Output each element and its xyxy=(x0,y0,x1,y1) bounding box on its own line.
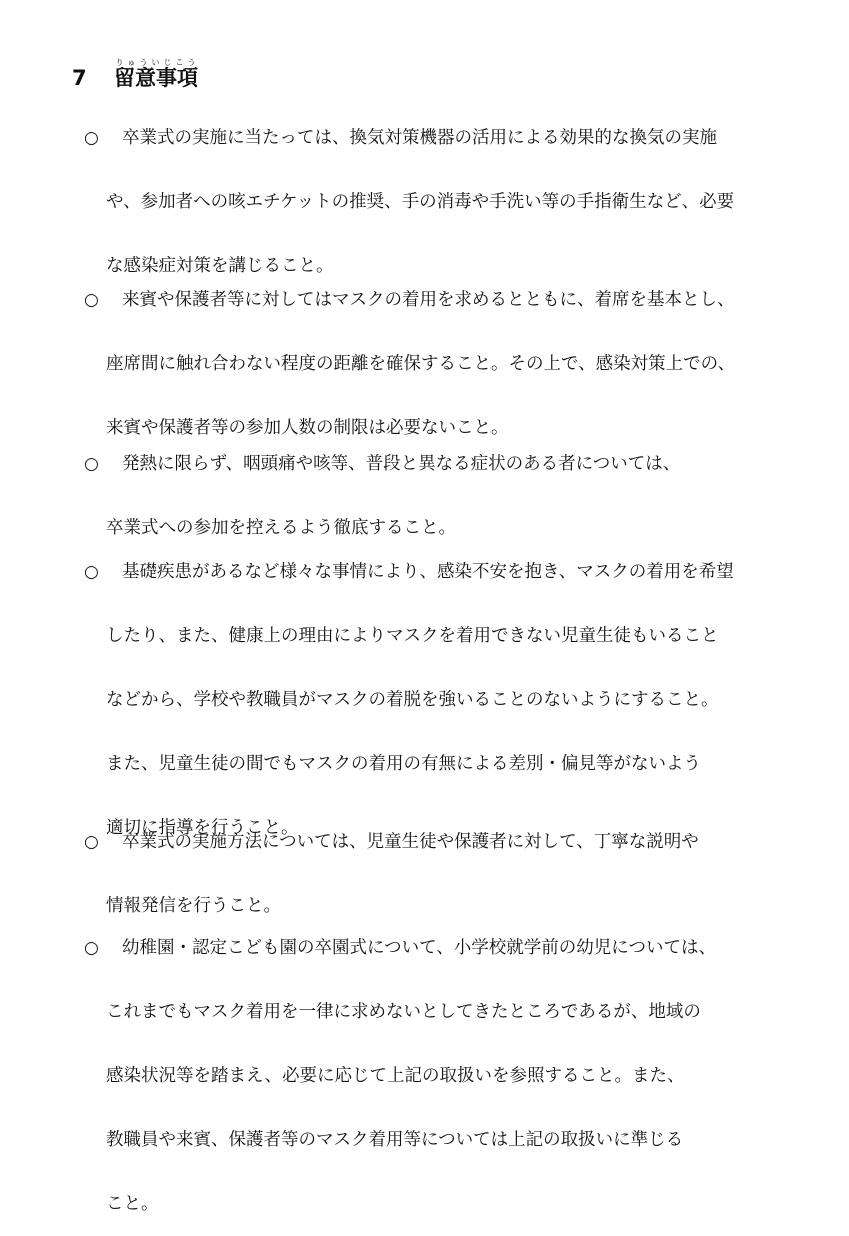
paragraph-line: 発熱に限らず、咽頭痛や咳等、普段と異なる症状のある者については、 xyxy=(122,454,681,474)
section-heading xyxy=(72,58,198,90)
paragraph-line: 適切に指導を行うこと。 xyxy=(106,818,299,838)
paragraph-line: 幼稚園・認定こども園の卒園式について、小学校就学前の幼児については、 xyxy=(122,938,716,958)
paragraph-line: これまでもマスク着用を一律に求めないとしてきたところであるが、地域の xyxy=(106,1002,701,1022)
paragraph-line: 情報発信を行うこと。 xyxy=(106,896,281,916)
paragraph-line: 感染状況等を踏まえ、必要に応じて上記の取扱いを参照すること。また、 xyxy=(106,1066,685,1086)
section-title-ruby xyxy=(114,58,198,90)
circle-bullet-icon: ○ xyxy=(84,562,99,582)
paragraph-line: 来賓や保護者等の参加人数の制限は必要ないこと。 xyxy=(106,418,509,438)
paragraph-line: 座席間に触れ合わない程度の距離を確保すること。その上で、感染対策上での、 xyxy=(106,354,735,374)
paragraph-line: したり、また、健康上の理由によりマスクを着用できない児童生徒もいること xyxy=(106,626,719,646)
section-number: 7 xyxy=(72,66,87,90)
paragraph-line: 基礎疾患があるなど様々な事情により、感染不安を抱き、マスクの着用を希望 xyxy=(122,562,734,582)
section-title-reading: りゅういじこう xyxy=(114,58,198,67)
paragraph-line: また、児童生徒の間でもマスクの着用の有無による差別・偏見等がないよう xyxy=(106,754,701,774)
circle-bullet-icon: ○ xyxy=(84,128,99,148)
paragraph-line: な感染症対策を講じること。 xyxy=(106,256,334,276)
circle-bullet-icon: ○ xyxy=(84,938,99,958)
section-title: 留意事項 xyxy=(114,66,198,90)
paragraph-line: 卒業式の実施方法については、児童生徒や保護者に対して、丁寧な説明や xyxy=(122,832,699,852)
paragraph-line: 卒業式の実施に当たっては、換気対策機器の活用による効果的な換気の実施 xyxy=(122,128,717,148)
circle-bullet-icon: ○ xyxy=(84,454,99,474)
note-item-6 xyxy=(84,916,784,1236)
paragraph-line: 教職員や来賓、保護者等のマスク着用等については上記の取扱いに準じる xyxy=(106,1130,684,1150)
circle-bullet-icon: ○ xyxy=(84,832,99,852)
paragraph-line: 卒業式への参加を控えるよう徹底すること。 xyxy=(106,518,456,538)
circle-bullet-icon: ○ xyxy=(84,290,99,310)
paragraph-line: 来賓や保護者等に対してはマスクの着用を求めるとともに、着席を基本とし、 xyxy=(122,290,735,310)
paragraph-line: などから、学校や教職員がマスクの着脱を強いることのないようにすること。 xyxy=(106,690,719,710)
paragraph-line: こと。 xyxy=(106,1194,159,1214)
paragraph-line: や、参加者への咳エチケットの推奨、手の消毒や手洗い等の手指衛生など、必要 xyxy=(106,192,735,212)
